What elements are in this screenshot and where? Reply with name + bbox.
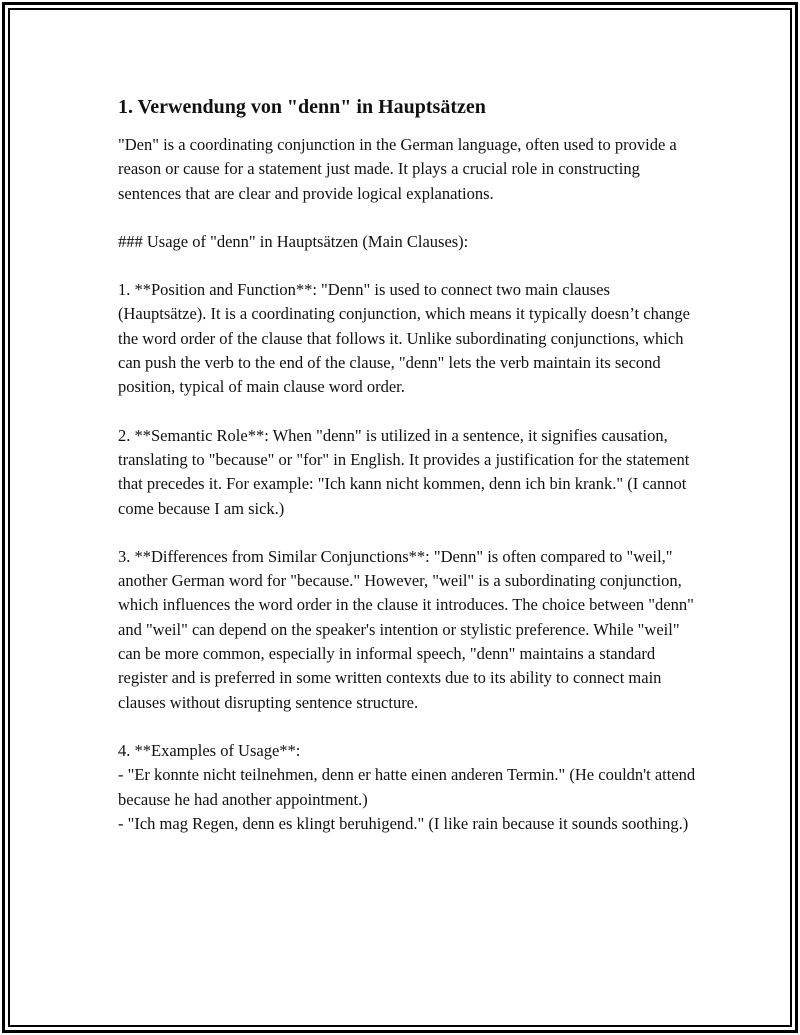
semantic-role-paragraph: 2. **Semantic Role**: When "denn" is utilized in a sentence, it signifies causation, translating to "because" or "for" in English. It provides a justification for the statement that precedes it. For example: "Ich kann nicht kommen, denn ich bin krank." (I cannot come because I am sick.) — [118, 425, 690, 518]
position-function-paragraph: 1. **Position and Function**: "Denn" is used to connect two main clauses (Hauptsätze). It is a coordinating conjunction, which means it typically doesn’t change the word order of the clause that follows it. Unlike subordinating conjunctions, which can push the verb to the end of the clause, "denn" lets the verb maintain its second position, typical of main clause word order. — [118, 280, 690, 397]
document-title: 1. Verwendung von "denn" in Hauptsätzen — [118, 96, 486, 118]
usage-heading-paragraph: ### Usage of "denn" in Hauptsätzen (Main Clauses): — [118, 231, 469, 251]
document-body — [118, 94, 700, 860]
examples-paragraph: 4. **Examples of Usage**: - "Er konnte nicht teilnehmen, denn er hatte einen anderen Termin." (He couldn't attend because he had another appointment.) - "Ich mag Regen, denn es klingt beruhigend." (I like rain because it sounds soothing.) — [118, 740, 696, 833]
intro-paragraph: "Den" is a coordinating conjunction in the German language, often used to provide a reason or cause for a statement just made. It plays a crucial role in constructing sentences that are clear and provide logical explanations. — [118, 135, 677, 203]
differences-paragraph: 3. **Differences from Similar Conjunctions**: "Denn" is often compared to "weil," another German word for "because." However, "weil" is a subordinating conjunction, which influences the word order in the clause it introduces. The choice between "denn" and "weil" can depend on the speaker's intention or stylistic preference. While "weil" can be more common, especially in informal speech, "denn" maintains a standard register and is preferred in some written contexts due to its ability to connect main clauses without disrupting sentence structure. — [118, 546, 694, 712]
